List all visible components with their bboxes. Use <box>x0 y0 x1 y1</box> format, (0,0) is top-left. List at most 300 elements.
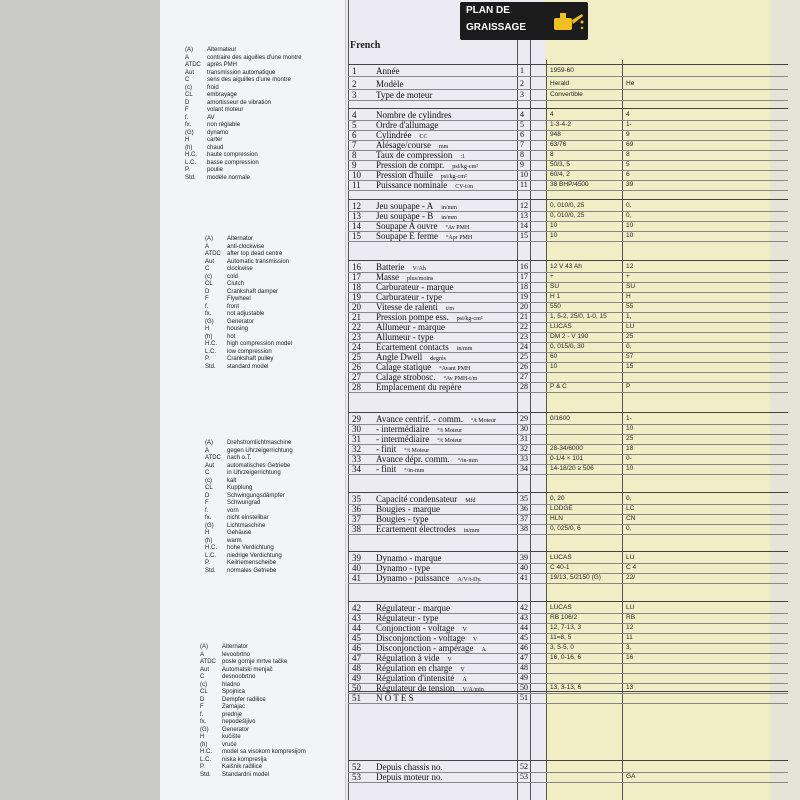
legend-meaning: chaud <box>207 144 224 151</box>
legend-abbr: Aut <box>205 258 215 265</box>
row-rule <box>348 703 788 704</box>
value-cell-model-2: 8 <box>626 151 630 158</box>
row-label: Avance dépr. comm. <box>376 454 450 464</box>
value-cell-model-2: 10 <box>626 232 634 239</box>
table-row <box>352 553 441 563</box>
row-unit: V <box>472 637 478 643</box>
row-number-right: 46 <box>520 643 528 652</box>
legend-abbr: CL <box>205 281 213 287</box>
row-unit: Mfd <box>465 498 476 504</box>
row-unit: °/t Moteur <box>471 418 496 424</box>
value-cell-model-1: 3, 5-5, 0 <box>550 644 574 651</box>
value-cell-model-2: LU <box>626 604 635 611</box>
legend-abbr: P. <box>205 560 210 566</box>
legend-meaning: Lichtmaschine <box>227 522 266 529</box>
row-number: 30 <box>352 424 361 434</box>
legend-abbr: C <box>185 77 190 83</box>
row-number-right: 40 <box>520 563 528 572</box>
legend-abbr: f. <box>205 507 209 514</box>
legend-entry <box>205 356 292 364</box>
row-label: Taux de compression <box>376 150 453 160</box>
row-number-right: 31 <box>520 434 528 443</box>
value-cell-model-1: DM 2 - V 190 <box>550 333 589 340</box>
row-unit: V <box>460 667 465 673</box>
row-label: Régulation en charge <box>376 663 453 673</box>
legend-abbr: (A) <box>185 47 193 53</box>
legend-meaning: nach o.T. <box>227 455 252 461</box>
legend-abbr: (G) <box>205 318 214 325</box>
legend-entry <box>205 560 293 568</box>
legend-abbr: (A) <box>205 440 213 446</box>
row-label: Régulation à vide <box>376 653 440 663</box>
legend-meaning: Alternateur <box>207 47 237 53</box>
row-number-right: 15 <box>520 231 528 240</box>
row-unit: °Av PMH-t/m <box>443 376 478 382</box>
value-cell-model-2: SU <box>626 283 636 290</box>
row-rule <box>348 782 788 783</box>
value-cell-model-1: 12, 7-13, 3 <box>550 624 582 631</box>
legend-abbr: f. <box>200 711 204 718</box>
row-number: 18 <box>352 282 361 292</box>
legend-entry <box>200 742 306 750</box>
legend-entry <box>185 160 302 168</box>
row-unit: °/in-mm <box>404 468 425 474</box>
row-unit: °/t Moteur <box>437 428 463 434</box>
row-unit: °Apr PMH <box>445 235 473 241</box>
legend-meaning: Kaišnik radilice <box>222 764 263 770</box>
row-number-right: 49 <box>520 673 528 682</box>
legend-block <box>205 440 293 575</box>
legend-meaning: kalt <box>227 477 237 484</box>
value-cell-model-1: 10 <box>550 232 558 239</box>
legend-abbr: Aut <box>185 69 195 76</box>
row-label: - intermédiaire <box>376 434 430 444</box>
legend-abbr: P. <box>205 356 210 362</box>
row-number-right: 43 <box>520 613 528 622</box>
legend-meaning: Alternator <box>227 236 254 242</box>
row-rule <box>348 583 788 584</box>
row-number: 24 <box>352 342 361 352</box>
legend-entry <box>205 478 293 486</box>
value-cell-model-2: 1- <box>626 121 632 128</box>
legend-entry <box>200 757 306 765</box>
legend-meaning: model sa visokom kompresijom <box>222 749 306 755</box>
legend-entry <box>205 485 293 493</box>
row-number: 45 <box>352 633 361 643</box>
row-number: 33 <box>352 454 361 464</box>
row-unit: V/Ah <box>412 266 426 272</box>
legend-entry <box>200 689 306 697</box>
row-label: Soupape E ferme <box>376 231 438 241</box>
row-number-right: 12 <box>520 201 528 210</box>
row-label: Régulation d'intensité <box>376 673 455 683</box>
value-cell-model-2: 0, <box>626 525 632 532</box>
legend-meaning: Schwungrad <box>227 500 261 506</box>
value-cell-model-1: 60/4, 2 <box>550 171 570 178</box>
section-rule <box>348 551 788 552</box>
row-label: Avance centrif. - comm. <box>376 414 464 424</box>
row-unit: CV-t/m <box>455 184 474 190</box>
legend-entry <box>205 553 293 561</box>
legend-meaning: basse compression <box>207 159 259 166</box>
legend-meaning: high compression model <box>227 341 293 347</box>
row-number: 47 <box>352 653 361 663</box>
legend-entry <box>205 463 293 471</box>
value-cell-model-2: 13 <box>626 684 634 691</box>
row-label: Calage strobosc. <box>376 372 436 382</box>
row-unit: A <box>462 677 467 683</box>
value-cell-model-2: 10 <box>626 425 634 432</box>
row-number-right: 7 <box>520 140 524 149</box>
row-unit: psi/kg-cm² <box>440 174 467 180</box>
legend-abbr: Std. <box>205 567 216 574</box>
logo-text-1: PLAN DE <box>466 5 510 16</box>
row-number: 6 <box>352 130 357 140</box>
legend-meaning: Generator <box>222 726 250 733</box>
legend-abbr: C <box>205 470 210 476</box>
legend-meaning: front <box>227 303 240 310</box>
legend-meaning: prednje <box>222 711 243 718</box>
column-rule <box>546 60 547 800</box>
value-cell-model-1: Herald <box>550 80 570 87</box>
legend-meaning: volant moteur <box>207 107 244 113</box>
row-number: 10 <box>352 170 361 180</box>
legend-entry <box>200 697 306 705</box>
legend-meaning: Crankshaft pulley <box>227 356 274 362</box>
legend-meaning: gegen Uhrzeigerrichtung <box>227 447 293 454</box>
legend-abbr: C <box>205 266 210 272</box>
row-number-right: 29 <box>520 414 528 423</box>
legend-meaning: haute compression <box>207 152 258 158</box>
legend-meaning: carter <box>207 137 223 143</box>
table-row <box>352 563 430 573</box>
section-rule <box>348 108 788 109</box>
row-number-right: 4 <box>520 110 524 119</box>
row-label: Calage statique <box>376 362 432 372</box>
legend-entry <box>185 145 302 153</box>
row-unit: psi/kg-cm² <box>452 164 479 170</box>
row-unit: :1 <box>460 154 466 160</box>
value-cell-model-1: 8 <box>550 151 554 158</box>
value-cell-model-2: 6 <box>626 171 630 178</box>
legend-abbr: (h) <box>185 144 193 151</box>
legend-entry <box>205 251 292 259</box>
legend-entry <box>205 545 293 553</box>
row-label: Bougies - marque <box>376 504 440 514</box>
table-row <box>352 762 443 772</box>
legend-abbr: A <box>205 243 210 250</box>
row-number: 29 <box>352 414 361 424</box>
value-cell-model-2: 11 <box>626 634 633 641</box>
table-row <box>352 603 450 613</box>
row-label: Batterie <box>376 262 405 272</box>
row-number-right: 33 <box>520 454 528 463</box>
table-row <box>352 282 453 292</box>
row-number-right: 1 <box>520 66 524 75</box>
legend-entry <box>205 266 292 274</box>
row-number-right: 44 <box>520 623 528 632</box>
row-rule <box>348 534 788 535</box>
table-row <box>352 110 451 120</box>
legend-entry <box>185 115 302 123</box>
legend-abbr: H <box>205 326 210 332</box>
legend-entry <box>185 130 302 138</box>
row-number-right: 16 <box>520 262 528 271</box>
value-cell-model-1: 0, 010/0, 25 <box>550 212 585 219</box>
value-cell-model-1: 0-1/4 × 101 <box>550 455 584 462</box>
legend-abbr: P. <box>185 167 190 173</box>
section-rule <box>348 64 788 65</box>
legend-abbr: f. <box>185 114 189 121</box>
row-number: 21 <box>352 312 361 322</box>
value-cell-model-1: 16, 0-16, 6 <box>550 654 582 661</box>
value-cell-model-2: 16 <box>626 654 634 661</box>
legend-abbr: P. <box>200 764 205 770</box>
value-cell-model-1: 948 <box>550 131 561 138</box>
row-number-right: 42 <box>520 603 528 612</box>
row-label: Conjonction - voltage <box>376 623 455 633</box>
legend-meaning: posle gornje mrtve tačke <box>222 659 288 665</box>
legend-meaning: anti-clockwise <box>227 243 265 250</box>
row-unit: plus/moins <box>407 276 434 282</box>
table-row <box>352 90 432 100</box>
legend-abbr: H.C. <box>205 341 217 347</box>
row-number-right: 10 <box>520 170 528 179</box>
row-unit: V <box>462 627 467 633</box>
row-label: Dynamo - type <box>376 563 430 573</box>
value-cell-model-1: RB 106/2 <box>550 614 578 621</box>
legend-abbr: F <box>205 296 209 302</box>
row-number: 26 <box>352 362 361 372</box>
value-cell-model-1: 13, 3-13, 6 <box>550 684 582 691</box>
row-unit: CC <box>419 134 428 140</box>
legend-abbr: Std. <box>185 174 196 181</box>
value-cell-model-1: 0, 015/0, 30 <box>550 343 585 350</box>
row-number: 13 <box>352 211 361 221</box>
legend-abbr: ATDC <box>200 659 216 665</box>
legend-meaning: Drehstromlichtmaschine <box>227 440 292 446</box>
legend-entry <box>200 772 306 780</box>
legend-entry <box>205 523 293 531</box>
value-cell-model-2: 12 <box>626 263 634 270</box>
row-label: Nombre de cylindres <box>376 110 452 120</box>
legend-abbr: ATDC <box>205 251 221 257</box>
legend-meaning: nepodešljivo <box>222 719 256 725</box>
value-cell-model-1: 19/13, 5/2150 (G) <box>550 574 601 581</box>
legend-entry <box>185 77 302 85</box>
value-cell-model-1: LUCAS <box>550 554 572 561</box>
legend-meaning: froid <box>207 84 219 91</box>
legend-abbr: H <box>205 530 210 536</box>
legend-abbr: F <box>200 704 204 710</box>
value-cell-model-2: 57 <box>626 353 634 360</box>
row-label: Année <box>376 66 400 76</box>
value-cell-model-1: 10 <box>550 222 558 229</box>
value-cell-model-2: P <box>626 383 631 390</box>
row-number-right: 53 <box>520 772 528 781</box>
legend-entry <box>205 568 293 576</box>
row-number-right: 2 <box>520 79 524 88</box>
row-number-right: 21 <box>520 312 528 321</box>
legend-entry <box>200 674 306 682</box>
legend-abbr: (c) <box>205 477 212 484</box>
table-row <box>352 332 434 342</box>
row-number-right: 30 <box>520 424 528 433</box>
value-cell-model-1: 4 <box>550 111 554 118</box>
legend-meaning: modèle normale <box>207 174 251 181</box>
legend-abbr: L.C. <box>205 348 217 355</box>
legend-abbr: A <box>200 651 205 658</box>
value-cell-model-2: RB <box>626 614 636 621</box>
row-number: 37 <box>352 514 361 524</box>
table-row <box>352 504 440 514</box>
section-rule <box>348 492 788 493</box>
value-cell-model-1: 12 V 43 Ah <box>550 263 582 270</box>
legend-meaning: niedrige Verdichtung <box>227 552 282 559</box>
row-number: 46 <box>352 643 361 653</box>
legend-meaning: in Uhrzeigerrichtung <box>227 470 281 476</box>
row-label: Soupape A ouvre <box>376 221 438 231</box>
legend-meaning: hladno <box>222 681 241 688</box>
row-number: 41 <box>352 573 361 583</box>
legend-meaning: Automatski menjač <box>222 666 273 673</box>
value-cell-model-2: 0- <box>626 455 632 462</box>
row-number-right: 6 <box>520 130 524 139</box>
legend-entry <box>185 62 302 70</box>
legend-abbr: H.C. <box>205 545 217 551</box>
legend-meaning: poulie <box>207 167 224 173</box>
row-number-right: 26 <box>520 362 528 371</box>
legend-entry <box>185 137 302 145</box>
legend-meaning: hot <box>227 333 236 340</box>
row-label: Jeu soupape - B <box>376 211 434 221</box>
legend-abbr: fx. <box>200 719 207 725</box>
value-cell-model-2: 18 <box>626 445 634 452</box>
legend-entry <box>200 682 306 690</box>
legend-entry <box>200 712 306 720</box>
legend-abbr: (A) <box>205 236 213 242</box>
legend-entry <box>185 122 302 130</box>
legend-abbr: f. <box>205 303 209 310</box>
legend-abbr: L.C. <box>200 756 212 763</box>
value-cell-model-2: 55 <box>626 303 634 310</box>
row-number: 19 <box>352 292 361 302</box>
value-cell-model-2: 10 <box>626 465 634 472</box>
legend-meaning: vorn <box>227 507 239 514</box>
row-label: Modèle <box>376 79 404 89</box>
row-number-right: 8 <box>520 150 524 159</box>
table-row <box>352 322 445 332</box>
legend-entry <box>200 749 306 757</box>
legend-abbr: L.C. <box>205 552 217 559</box>
row-number: 16 <box>352 262 361 272</box>
legend-meaning: Clutch <box>227 281 245 287</box>
row-label: Régulateur - marque <box>376 603 450 613</box>
legend-entry <box>185 152 302 160</box>
value-cell-model-1: LUCAS <box>550 323 572 330</box>
row-number-right: 45 <box>520 633 528 642</box>
legend-entry <box>185 55 302 63</box>
row-number: 35 <box>352 494 361 504</box>
row-unit: in/mm <box>463 528 480 534</box>
table-row <box>352 120 438 130</box>
row-number: 44 <box>352 623 361 633</box>
legend-meaning: low compression <box>227 348 272 355</box>
legend-abbr: (G) <box>200 726 209 733</box>
legend-meaning: Crankshaft damper <box>227 288 279 295</box>
legend-abbr: (c) <box>205 273 212 280</box>
legend-meaning: clockwise <box>227 266 253 272</box>
value-cell-model-1: 63/76 <box>550 141 567 148</box>
row-number: 3 <box>352 90 357 100</box>
row-number-right: 3 <box>520 90 524 99</box>
legend-entry <box>205 236 292 244</box>
legend-entry <box>205 259 292 267</box>
row-number: 53 <box>352 772 361 782</box>
legend-entry <box>205 493 293 501</box>
value-cell-model-2: 3, <box>626 644 632 651</box>
row-label: Depuis chassis no. <box>376 762 443 772</box>
value-cell-model-1: 50/3, 5 <box>550 161 570 168</box>
value-cell-model-1: 60 <box>550 353 558 360</box>
row-number-right: 32 <box>520 444 528 453</box>
legend-abbr: CL <box>200 689 208 695</box>
legend-entry <box>205 448 293 456</box>
legend-meaning: Alternator <box>222 644 249 650</box>
table-row <box>352 514 429 524</box>
row-label: Allumeur - type <box>376 332 434 342</box>
legend-meaning: Keilriemenscheibe <box>227 560 277 566</box>
legend-entry <box>205 515 293 523</box>
value-cell-model-2: 4 <box>626 111 630 118</box>
legend-entry <box>185 100 302 108</box>
value-cell-model-1: SU <box>550 283 560 290</box>
table-row <box>352 382 461 392</box>
row-number: 23 <box>352 332 361 342</box>
legend-meaning: niska kompresija <box>222 756 267 763</box>
row-number-right: 38 <box>520 524 528 533</box>
legend-meaning: housing <box>227 326 249 332</box>
row-label: Vitesse de ralenti <box>376 302 438 312</box>
legend-abbr: F <box>205 500 209 506</box>
row-number: 15 <box>352 231 361 241</box>
row-number: 9 <box>352 160 357 170</box>
legend-abbr: (G) <box>185 129 194 136</box>
row-number-right: 17 <box>520 272 528 281</box>
row-label: Bougies - type <box>376 514 429 524</box>
row-unit: °Av PMH <box>445 225 470 231</box>
row-number: 38 <box>352 524 361 534</box>
column-rule <box>530 40 531 800</box>
row-number-right: 39 <box>520 553 528 562</box>
legend-abbr: Std. <box>205 363 216 370</box>
row-number: 2 <box>352 79 357 89</box>
value-cell-model-1: C 40-1 <box>550 564 570 571</box>
row-label: Alésage/course <box>376 140 431 150</box>
table-row <box>352 772 443 782</box>
value-cell-model-1: 14-18/20 ≥ 506 <box>550 465 594 472</box>
legend-meaning: Schwingungsdämpfer <box>227 492 285 499</box>
row-number: 27 <box>352 372 361 382</box>
legend-entry <box>185 167 302 175</box>
value-cell-model-1: 0/1600 <box>550 415 570 422</box>
row-label: Carburateur - marque <box>376 282 454 292</box>
value-cell-model-2: CN <box>626 515 636 522</box>
legend-meaning: not adjustable <box>227 311 265 317</box>
row-label: Disconjonction - ampérage <box>376 643 474 653</box>
row-number: 11 <box>352 180 361 190</box>
value-cell-model-1: 1-3-4-2 <box>550 121 571 128</box>
